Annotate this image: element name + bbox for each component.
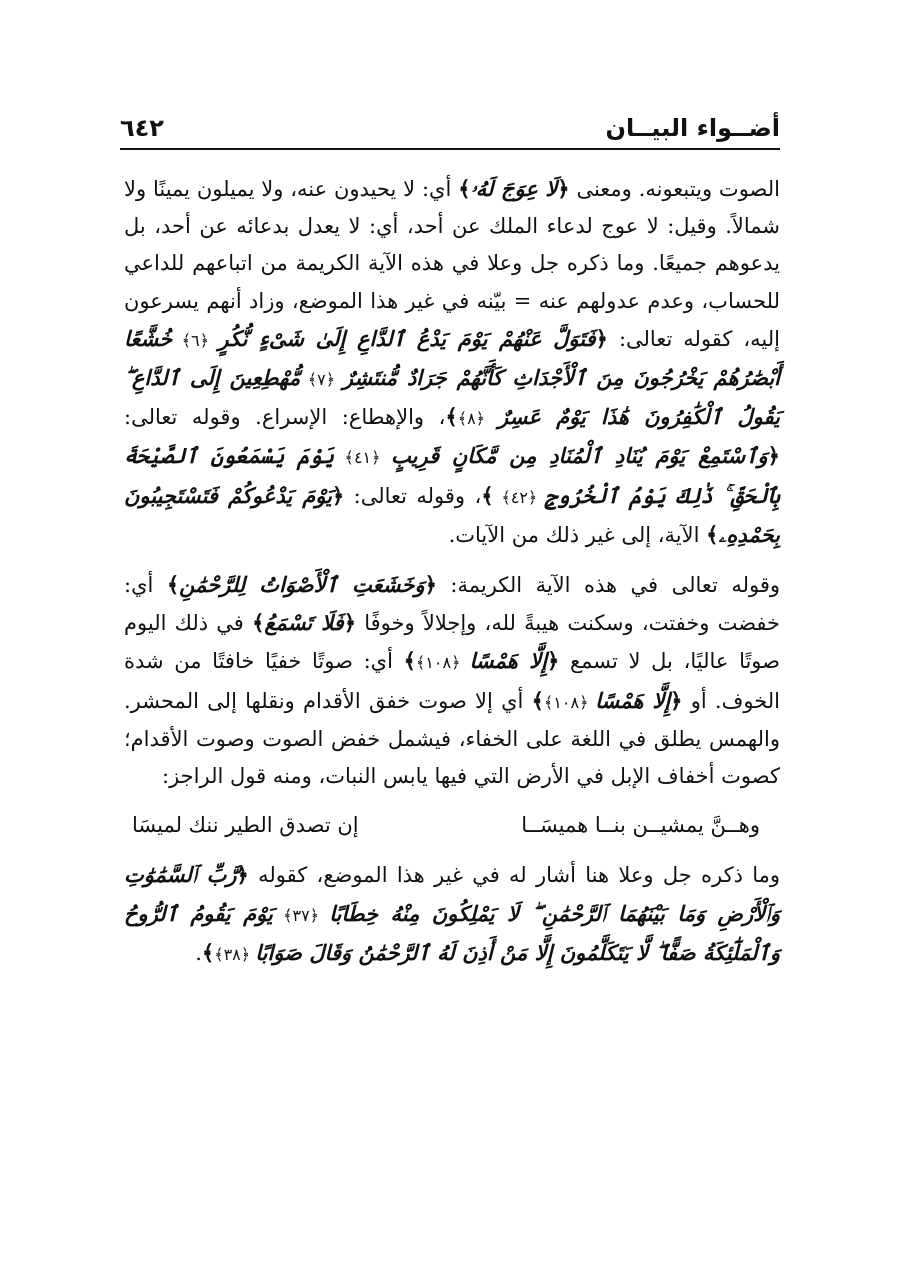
text-segment: . (195, 940, 202, 965)
quran-quote: إِلَّا هَمْسًا (469, 648, 547, 674)
text-segment: أي إلا صوت خفق الأقدام ونقلها إلى المحشر. والهمس يطلق في اللغة على الخفاء، فيشمل خفض الصوت وصوت الأقدام؛ كصوت أخفاف الإبل في الأرض التي فيها يابس النبات، ومنه قول الراجز: (124, 688, 780, 789)
verse-number: ﴿٣٧﴾ (272, 905, 330, 925)
paragraph-3 (124, 856, 780, 973)
ornate-bracket-open: ﴿ (557, 176, 570, 201)
text-segment: أي: صوتًا خفيًا خافتًا من شدة الخوف. أو (124, 649, 780, 713)
ornate-bracket-open: ﴿ (343, 610, 357, 636)
quran-quote: وَخَشَعَتِ ٱلْأَصْوَاتُ لِلرَّحْمَٰنِ (179, 572, 425, 598)
quran-quote: يَوْمَ يَسْمَعُونَ ٱلصَّيْحَةَ بِٱلْحَقِّ ۚ ذَٰلِكَ يَوْمُ ٱلْخُرُوجِ (124, 443, 781, 508)
ornate-bracket-close: ﴾ (458, 176, 471, 201)
verse-number: ﴿٤٢﴾ (493, 487, 546, 507)
paragraph-1 (124, 170, 780, 554)
page-body (124, 170, 780, 973)
verse-number: ﴿٤١﴾ (334, 448, 392, 468)
text-segment: في ذلك اليوم صوتًا عاليًا، بل لا تسمع (124, 611, 780, 674)
page-header (120, 108, 780, 150)
quran-quote: لَا عِوَجَ لَهُۥ (470, 176, 558, 201)
quran-quote: مُّهْطِعِينَ إِلَى ٱلدَّاعِ ۖ يَقُولُ ٱلْكَٰفِرُونَ هَٰذَا يَوْمٌ عَسِرٌ (124, 365, 780, 430)
text-segment: الآية، إلى غير ذلك من الآيات. (448, 522, 707, 547)
quran-quote: يَوْمَ يَقُومُ ٱلرُّوحُ وَٱلْمَلَٰٓئِكَةُ صَفًّا ۖ لَّا يَتَكَلَّمُونَ إِلَّا مَنْ أَذِنَ لَهُ ٱلرَّحْمَٰنُ وَقَالَ صَوَابًا (124, 900, 780, 965)
ornate-bracket-close: ﴾ (201, 939, 215, 965)
verse-number: ﴿١٠٨﴾ (415, 653, 470, 673)
poetry-verse (124, 807, 780, 844)
text-segment: ، والإهطاع: الإسراع. وقوله تعالى: (124, 405, 446, 430)
verse-number: ﴿٣٨﴾ (214, 944, 256, 964)
quran-quote: رَّبِّ ٱلسَّمَٰوَٰتِ وَٱلْأَرْضِ وَمَا بَيْنَهُمَا ٱلرَّحْمَٰنِ ۖ لَا يَمْلِكُونَ مِنْهُ خِطَابًا (124, 862, 781, 926)
ornate-bracket-open: ﴿ (236, 862, 249, 888)
ornate-bracket-close: ﴾ (481, 482, 494, 508)
text-segment: أي: خفضت وخفتت، وسكنت هيبةً لله، وإجلالاً وخوفًا (124, 573, 781, 636)
quran-quote: فَتَوَلَّ عَنْهُمْ يَوْمَ يَدْعُ ٱلدَّاعِ إِلَىٰ شَىْءٍ نُّكُرٍ (218, 325, 596, 351)
book-title: أضــواء البيــان (605, 114, 780, 142)
text-segment: وقوله تعالى في هذه الآية الكريمة: (436, 573, 781, 598)
ornate-bracket-open: ﴿ (595, 325, 608, 351)
verse-second-hemistich: إن تصدق الطير ننك لميسَا (132, 813, 359, 838)
text-segment: ، وقوله تعالى: (344, 483, 482, 508)
text-segment: الصوت ويتبعونه. ومعنى (569, 177, 780, 201)
ornate-bracket-close: ﴾ (531, 687, 544, 713)
verse-number: ﴿١٠٨﴾ (543, 692, 596, 712)
quran-quote: وَٱسْتَمِعْ يَوْمَ يُنَادِ ٱلْمُنَادِ مِن مَّكَانٍ قَرِيبٍ (391, 443, 768, 469)
ornate-bracket-close: ﴾ (403, 648, 416, 674)
quran-quote: يَوْمَ يَدْعُوكُمْ فَتَسْتَجِيبُونَ بِحَمْدِهِۦ (124, 482, 780, 547)
ornate-bracket-close: ﴾ (706, 521, 719, 547)
ornate-bracket-open: ﴿ (670, 687, 683, 713)
verse-number: ﴿٦﴾ (172, 330, 219, 350)
quran-quote: فَلَا تَسْمَعُ (264, 610, 344, 636)
ornate-bracket-close: ﴾ (252, 610, 265, 636)
ornate-bracket-close: ﴾ (445, 404, 458, 430)
paragraph-2 (124, 566, 780, 795)
verse-first-hemistich: وهــنَّ يمشيــن بنــا هميسَــا (521, 813, 760, 838)
ornate-bracket-open: ﴿ (767, 443, 780, 469)
verse-number: ﴿٨﴾ (457, 409, 499, 429)
quran-quote: خُشَّعًا أَبْصَٰرُهُمْ يَخْرُجُونَ مِنَ ٱلْأَجْدَاثِ كَأَنَّهُمْ جَرَادٌ مُّنتَشِرٌ (124, 325, 781, 391)
ornate-bracket-open: ﴿ (331, 482, 345, 508)
text-segment: وما ذكره جل وعلا هنا أشار له في غير هذا الموضع، كقوله (248, 863, 780, 888)
ornate-bracket-open: ﴿ (424, 572, 437, 598)
ornate-bracket-close: ﴾ (166, 572, 180, 598)
quran-quote: إِلَّا هَمْسًا (595, 687, 671, 713)
verse-number: ﴿٧﴾ (300, 370, 343, 390)
text-segment: أي: لا يحيدون عنه، ولا يميلون يمينًا ولا شمالاً. وقيل: لا عوج لدعاء الملك عن أحد، أي: لا يعدل بدعائه عن أحد، بل يدعوهم جميعًا. وما ذكره جل وعلا في هذه الآية الكريمة من اتباعهم للداعي للحساب، وعدم عدولهم عنه = بيّنه في غير هذا الموضع، وزاد أنهم يسرعون إليه، كقوله تعالى: (124, 177, 780, 351)
page-number: ٦٤٢ (120, 114, 164, 142)
ornate-bracket-open: ﴿ (546, 648, 560, 674)
